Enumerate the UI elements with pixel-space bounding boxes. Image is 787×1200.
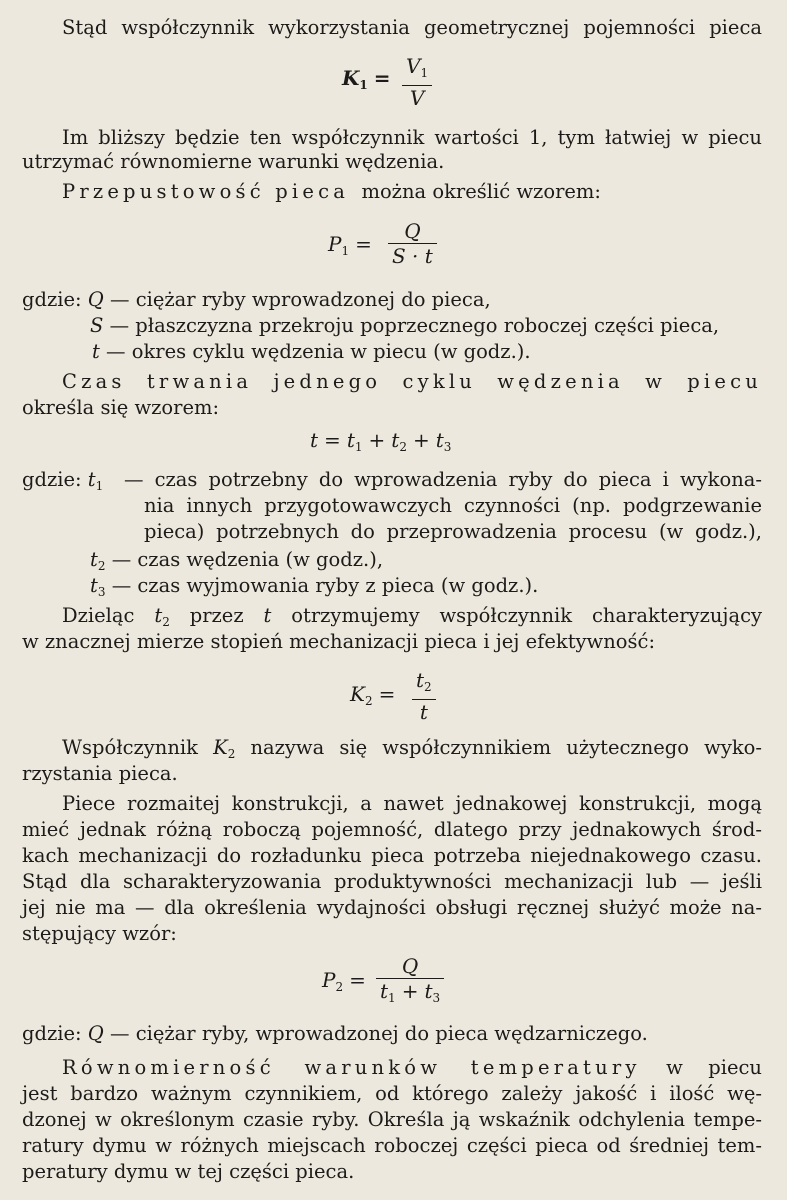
formula-t: $t = t_1 + t_2 + t_3$ — [310, 428, 452, 454]
paragraph-line: Dzieląc $t_2$ przez t otrzymujemy współczynnik charakteryzujący — [62, 604, 763, 629]
formula-k2-fraction: $t_2$ t — [412, 668, 436, 724]
formula-k1-lhs: $K_1$ = — [342, 66, 391, 92]
definition-line: $t_3$ — czas wyjmowania ryby z pieca (w godz.). — [90, 574, 539, 599]
paragraph-line: Piece rozmaitej konstrukcji, a nawet jednakowej konstrukcji, mogą — [62, 792, 762, 815]
definition-line: gdzie: $t_1$ — [22, 468, 104, 493]
paragraph-line: dzonej w określonym czasie ryby. Określa ją wskaźnik odchylenia tempe- — [22, 1108, 762, 1131]
paragraph-line: stępujący wzór: — [22, 922, 177, 945]
paragraph-line: ratury dymu w różnych miejscach roboczej części pieca od średniej tem- — [22, 1134, 762, 1157]
paragraph-line: w znacznej mierze stopień mechanizacji pieca i jej efektywność: — [22, 630, 656, 653]
definition-line: pieca) potrzebnych do przeprowadzenia procesu (w godz.), — [144, 520, 762, 543]
spaced-term: Równomierność warunków temperatury — [62, 1056, 641, 1079]
definition-line: t — okres cyklu wędzenia w piecu (w godz.). — [92, 340, 531, 363]
formula-p2-lhs: $P_2$ = — [322, 968, 366, 994]
paragraph-line: Stąd dla scharakteryzowania produktywności mechanizacji lub — jeśli — [22, 870, 762, 893]
paragraph-line: jej nie ma — dla określenia wydajności obsługi ręcznej służyć może na- — [22, 896, 762, 919]
paragraph-line: utrzymać równomierne warunki wędzenia. — [22, 150, 445, 173]
formula-k1-fraction: $V_1$ V — [402, 54, 432, 110]
definition-line: gdzie: Q — ciężar ryby wprowadzonej do pieca, — [22, 288, 491, 311]
paragraph-line: peratury dymu w tej części pieca. — [22, 1160, 355, 1183]
spaced-term: Przepustowość pieca — [62, 180, 350, 203]
paragraph-line: rzystania pieca. — [22, 762, 178, 785]
definition-line: S — płaszczyzna przekroju poprzecznego roboczej części pieca, — [90, 314, 720, 337]
paragraph-line: Im bliższy będzie ten współczynnik wartości 1, tym łatwiej w piecu — [62, 126, 762, 149]
definition-line: — czas potrzebny do wprowadzenia ryby do pieca i wykona- — [124, 468, 762, 491]
formula-p2-fraction: Q $t_1 + t_3$ — [376, 954, 444, 1010]
paragraph-line: Przepustowość pieca można określić wzorem: — [62, 180, 601, 203]
definition-line: nia innych przygotowawczych czynności (np. podgrzewanie — [144, 494, 762, 517]
formula-p1-fraction: Q S · t — [388, 219, 437, 268]
formula-k2-lhs: $K_2$ = — [350, 682, 396, 708]
paragraph-line: jest bardzo ważnym czynnikiem, od którego zależy jakość i ilość wę- — [22, 1082, 762, 1105]
paragraph-line: Czas trwania jednego cyklu wędzenia w piecu — [62, 370, 762, 393]
paragraph-line: kach mechanizacji do rozładunku pieca potrzeba niejednakowego czasu. — [22, 844, 762, 867]
definition-line: gdzie: Q — ciężar ryby, wprowadzonej do pieca wędzarniczego. — [22, 1022, 648, 1045]
paragraph-line: Stąd współczynnik wykorzystania geometrycznej pojemności pieca — [62, 16, 762, 39]
paragraph-line: Równomierność warunków temperatury w piecu — [62, 1056, 762, 1079]
paragraph-line: mieć jednak różną roboczą pojemność, dlatego przy jednakowych środ- — [22, 818, 762, 841]
paragraph-line: określa się wzorem: — [22, 396, 220, 419]
paragraph-line: Współczynnik $K_2$ nazywa się współczynnikiem użytecznego wyko- — [62, 736, 762, 761]
definition-line: $t_2$ — czas wędzenia (w godz.), — [90, 548, 384, 573]
formula-p1-lhs: $P_1$ = — [328, 232, 372, 258]
